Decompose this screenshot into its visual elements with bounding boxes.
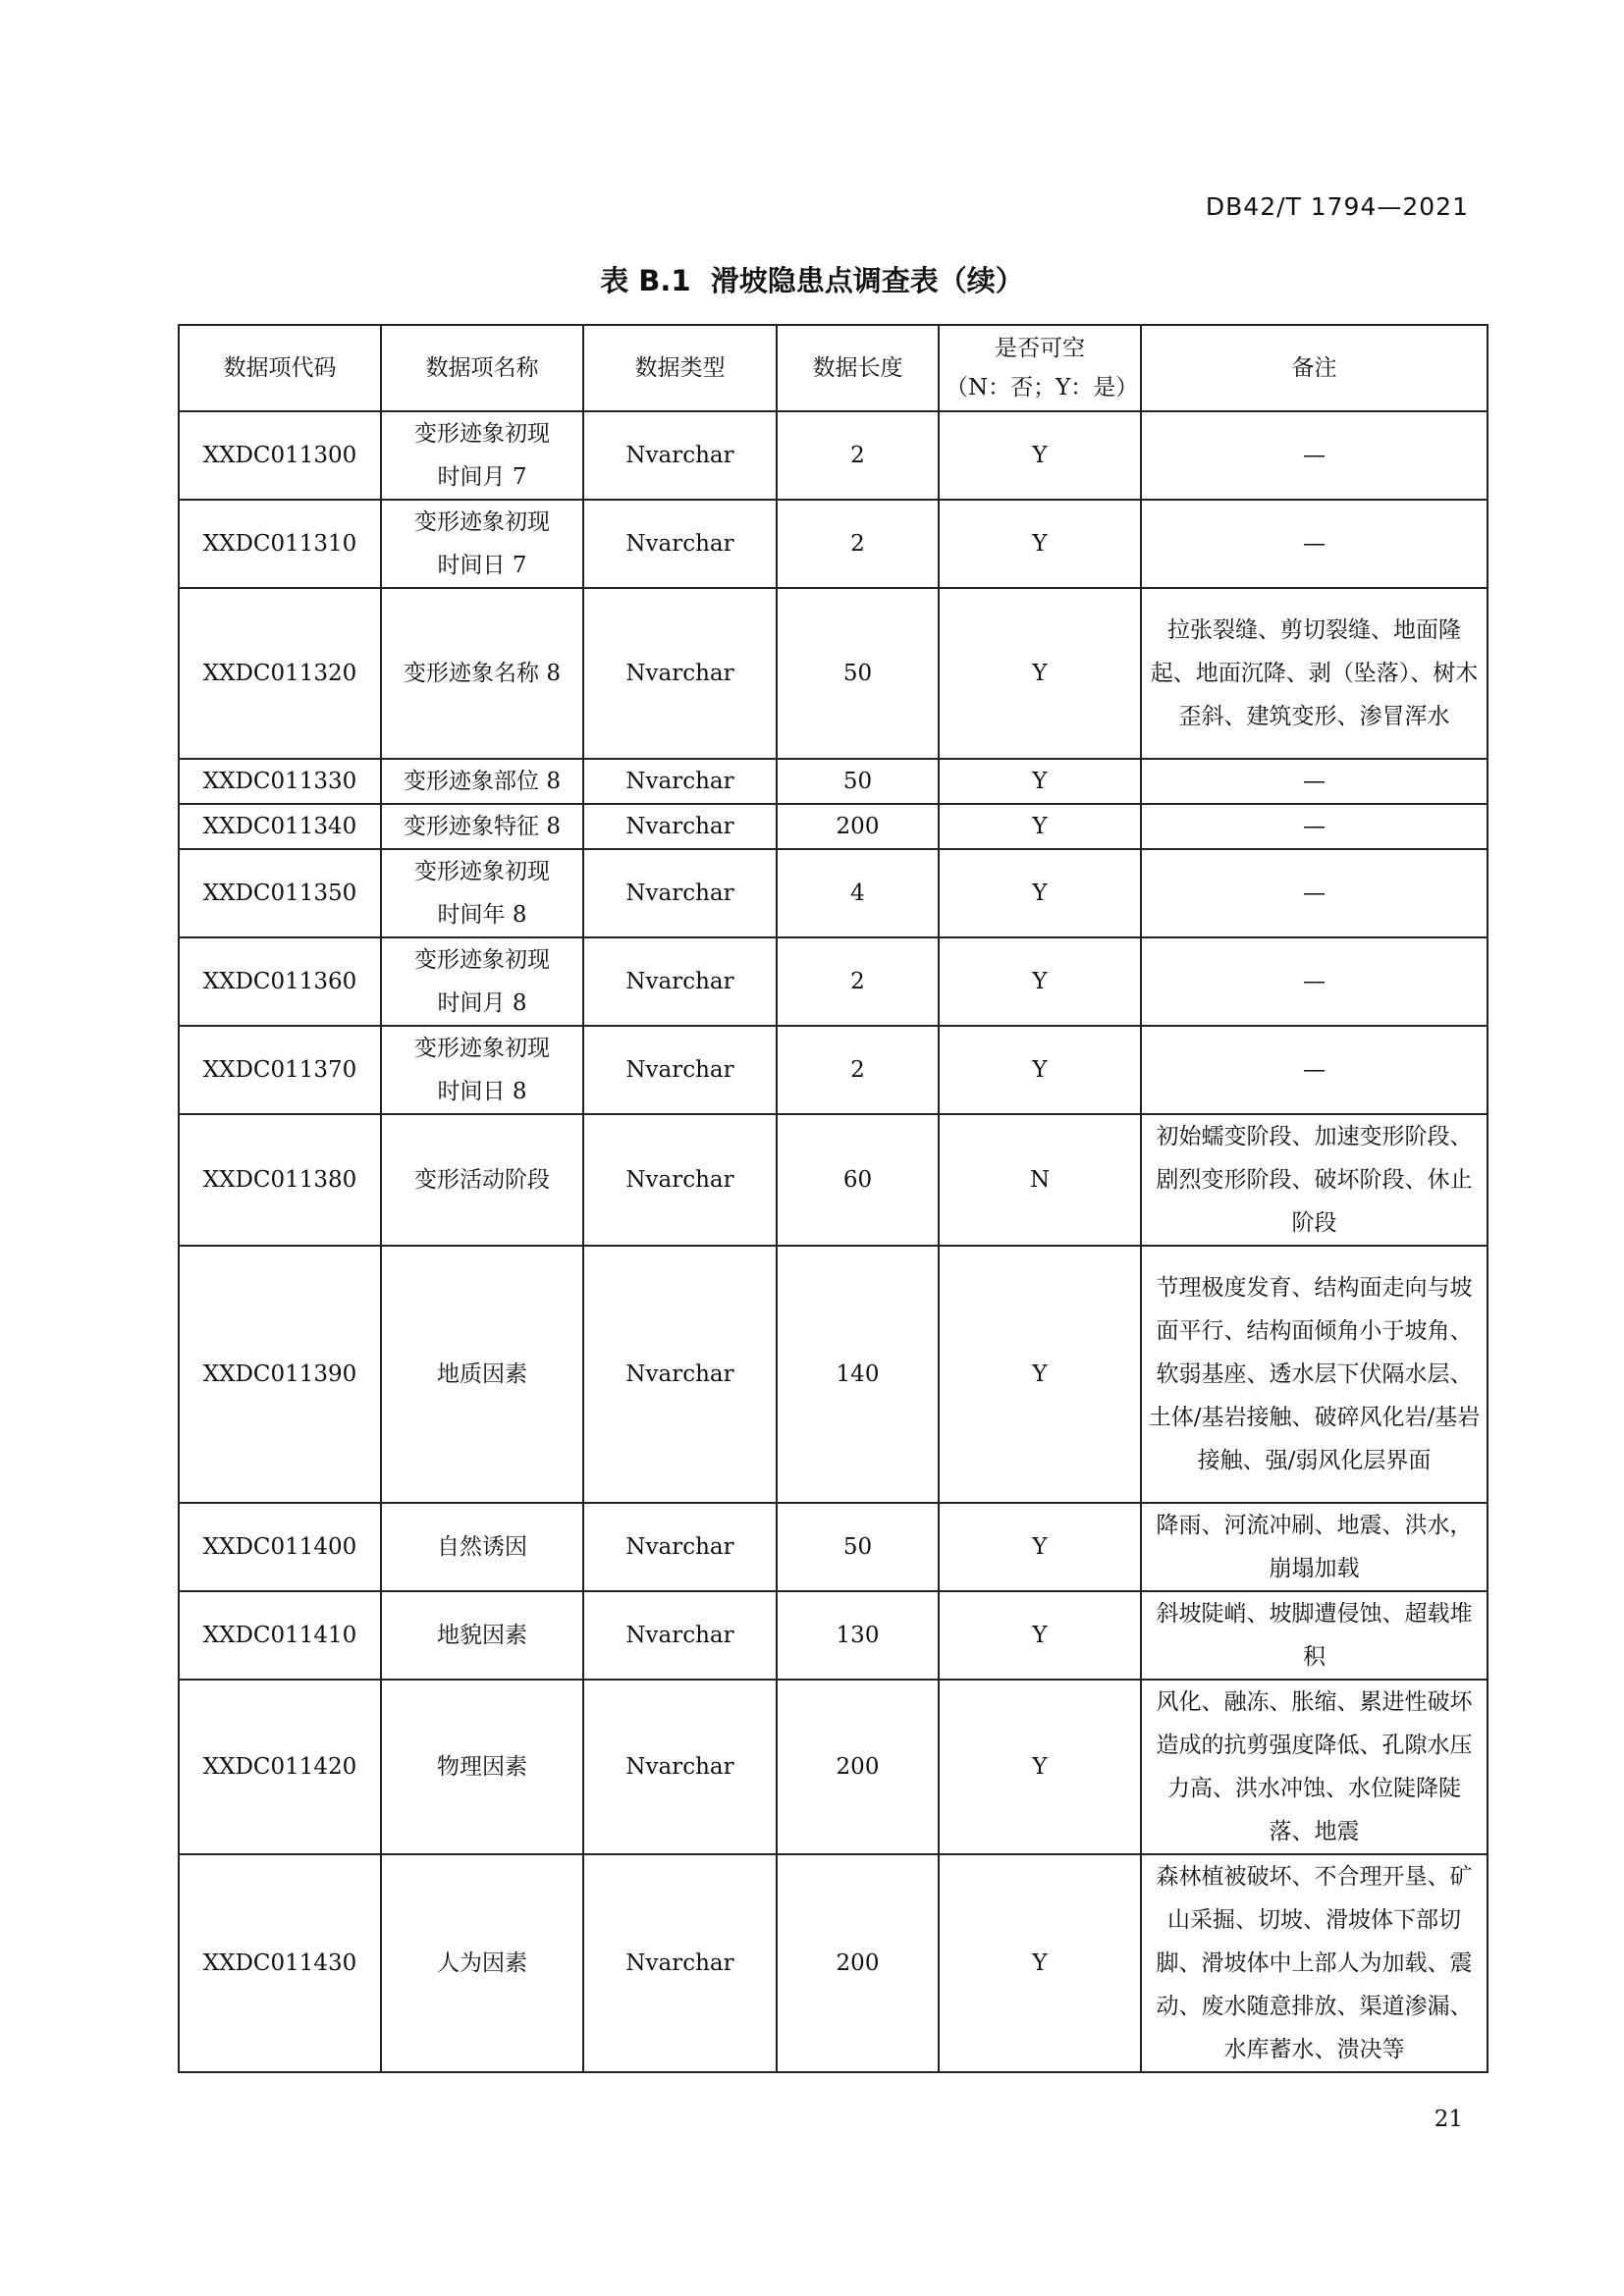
table-row	[179, 411, 1488, 500]
data-type-cell: Nvarchar	[583, 804, 777, 849]
data-length-cell: 2	[777, 411, 939, 500]
data-name-cell: 地质因素	[381, 1246, 583, 1503]
data-code-cell: XXDC011410	[179, 1591, 381, 1680]
data-name-cell: 变形迹象名称 8	[381, 588, 583, 759]
data-name-cell: 变形迹象初现 时间年 8	[381, 849, 583, 937]
data-type-cell: Nvarchar	[583, 1854, 777, 2072]
data-length-cell: 50	[777, 759, 939, 804]
data-name-cell: 物理因素	[381, 1680, 583, 1854]
data-code-cell: XXDC011330	[179, 759, 381, 804]
data-name-cell: 变形迹象初现 时间月 7	[381, 411, 583, 500]
data-name-cell: 变形迹象初现 时间日 8	[381, 1026, 583, 1114]
table-header-row	[179, 325, 1488, 411]
data-name-cell: 变形活动阶段	[381, 1114, 583, 1246]
data-code-cell: XXDC011310	[179, 500, 381, 588]
nullable-cell: Y	[939, 1246, 1141, 1503]
data-name-cell: 地貌因素	[381, 1591, 583, 1680]
table-row	[179, 804, 1488, 849]
nullable-cell: Y	[939, 937, 1141, 1026]
data-length-cell: 4	[777, 849, 939, 937]
table-row	[179, 588, 1488, 759]
note-cell: —	[1141, 1026, 1488, 1114]
document-code: DB42/T 1794—2021	[1205, 192, 1469, 221]
nullable-cell: Y	[939, 849, 1141, 937]
data-type-cell: Nvarchar	[583, 1680, 777, 1854]
data-length-cell: 130	[777, 1591, 939, 1680]
nullable-cell: Y	[939, 1503, 1141, 1591]
note-cell: 节理极度发育、结构面走向与坡面平行、结构面倾角小于坡角、软弱基座、透水层下伏隔水层、土体/基岩接触、破碎风化岩/基岩接触、强/弱风化层界面	[1141, 1246, 1488, 1503]
data-type-cell: Nvarchar	[583, 849, 777, 937]
data-type-cell: Nvarchar	[583, 588, 777, 759]
note-cell: —	[1141, 849, 1488, 937]
data-code-cell: XXDC011380	[179, 1114, 381, 1246]
nullable-cell: Y	[939, 1680, 1141, 1854]
survey-table	[178, 324, 1489, 2073]
nullable-cell: Y	[939, 1854, 1141, 2072]
data-length-cell: 50	[777, 1503, 939, 1591]
nullable-cell: Y	[939, 1591, 1141, 1680]
data-code-cell: XXDC011300	[179, 411, 381, 500]
table-row	[179, 849, 1488, 937]
note-cell: 风化、融冻、胀缩、累进性破坏造成的抗剪强度降低、孔隙水压力高、洪水冲蚀、水位陡降陡落、地震	[1141, 1680, 1488, 1854]
column-header: 数据项名称	[381, 325, 583, 411]
nullable-cell: Y	[939, 1026, 1141, 1114]
data-name-cell: 变形迹象部位 8	[381, 759, 583, 804]
data-type-cell: Nvarchar	[583, 1503, 777, 1591]
note-cell: 降雨、河流冲刷、地震、洪水，崩塌加载	[1141, 1503, 1488, 1591]
data-length-cell: 2	[777, 500, 939, 588]
data-length-cell: 200	[777, 1854, 939, 2072]
note-cell: 斜坡陡峭、坡脚遭侵蚀、超载堆积	[1141, 1591, 1488, 1680]
note-cell: 拉张裂缝、剪切裂缝、地面隆起、地面沉降、剥（坠落）、树木歪斜、建筑变形、渗冒浑水	[1141, 588, 1488, 759]
column-header: 数据类型	[583, 325, 777, 411]
data-code-cell: XXDC011420	[179, 1680, 381, 1854]
data-code-cell: XXDC011400	[179, 1503, 381, 1591]
note-cell: —	[1141, 759, 1488, 804]
page-number: 21	[1434, 2107, 1463, 2132]
table-row	[179, 1114, 1488, 1246]
table-row	[179, 500, 1488, 588]
data-type-cell: Nvarchar	[583, 937, 777, 1026]
data-name-cell: 人为因素	[381, 1854, 583, 2072]
data-name-cell: 变形迹象特征 8	[381, 804, 583, 849]
table-row	[179, 937, 1488, 1026]
table-row	[179, 1246, 1488, 1503]
table-title: 表 B.1 滑坡隐患点调查表（续）	[600, 264, 1024, 297]
data-code-cell: XXDC011360	[179, 937, 381, 1026]
note-cell: —	[1141, 937, 1488, 1026]
data-type-cell: Nvarchar	[583, 1246, 777, 1503]
data-code-cell: XXDC011350	[179, 849, 381, 937]
table-row	[179, 759, 1488, 804]
nullable-cell: Y	[939, 759, 1141, 804]
table-row	[179, 1591, 1488, 1680]
note-cell: 初始蠕变阶段、加速变形阶段、剧烈变形阶段、破坏阶段、休止阶段	[1141, 1114, 1488, 1246]
data-type-cell: Nvarchar	[583, 1591, 777, 1680]
nullable-cell: Y	[939, 411, 1141, 500]
data-type-cell: Nvarchar	[583, 500, 777, 588]
data-length-cell: 2	[777, 1026, 939, 1114]
data-name-cell: 自然诱因	[381, 1503, 583, 1591]
note-cell: —	[1141, 500, 1488, 588]
data-type-cell: Nvarchar	[583, 411, 777, 500]
nullable-cell: Y	[939, 804, 1141, 849]
note-cell: 森林植被破坏、不合理开垦、矿山采掘、切坡、滑坡体下部切脚、滑坡体中上部人为加载、震动、废水随意排放、渠道渗漏、水库蓄水、溃决等	[1141, 1854, 1488, 2072]
table-row	[179, 1680, 1488, 1854]
data-type-cell: Nvarchar	[583, 759, 777, 804]
column-header: 数据项代码	[179, 325, 381, 411]
column-header: 是否可空 （N：否；Y：是）	[939, 325, 1141, 411]
table-row	[179, 1854, 1488, 2072]
data-code-cell: XXDC011430	[179, 1854, 381, 2072]
data-length-cell: 50	[777, 588, 939, 759]
data-name-cell: 变形迹象初现 时间月 8	[381, 937, 583, 1026]
nullable-cell: Y	[939, 588, 1141, 759]
table-row	[179, 1026, 1488, 1114]
note-cell: —	[1141, 804, 1488, 849]
data-length-cell: 2	[777, 937, 939, 1026]
column-header: 数据长度	[777, 325, 939, 411]
table-row	[179, 1503, 1488, 1591]
data-code-cell: XXDC011340	[179, 804, 381, 849]
nullable-cell: Y	[939, 500, 1141, 588]
data-length-cell: 60	[777, 1114, 939, 1246]
data-code-cell: XXDC011320	[179, 588, 381, 759]
data-length-cell: 200	[777, 1680, 939, 1854]
data-code-cell: XXDC011370	[179, 1026, 381, 1114]
data-length-cell: 140	[777, 1246, 939, 1503]
data-type-cell: Nvarchar	[583, 1114, 777, 1246]
data-name-cell: 变形迹象初现 时间日 7	[381, 500, 583, 588]
note-cell: —	[1141, 411, 1488, 500]
nullable-cell: N	[939, 1114, 1141, 1246]
data-type-cell: Nvarchar	[583, 1026, 777, 1114]
column-header: 备注	[1141, 325, 1488, 411]
data-code-cell: XXDC011390	[179, 1246, 381, 1503]
data-length-cell: 200	[777, 804, 939, 849]
